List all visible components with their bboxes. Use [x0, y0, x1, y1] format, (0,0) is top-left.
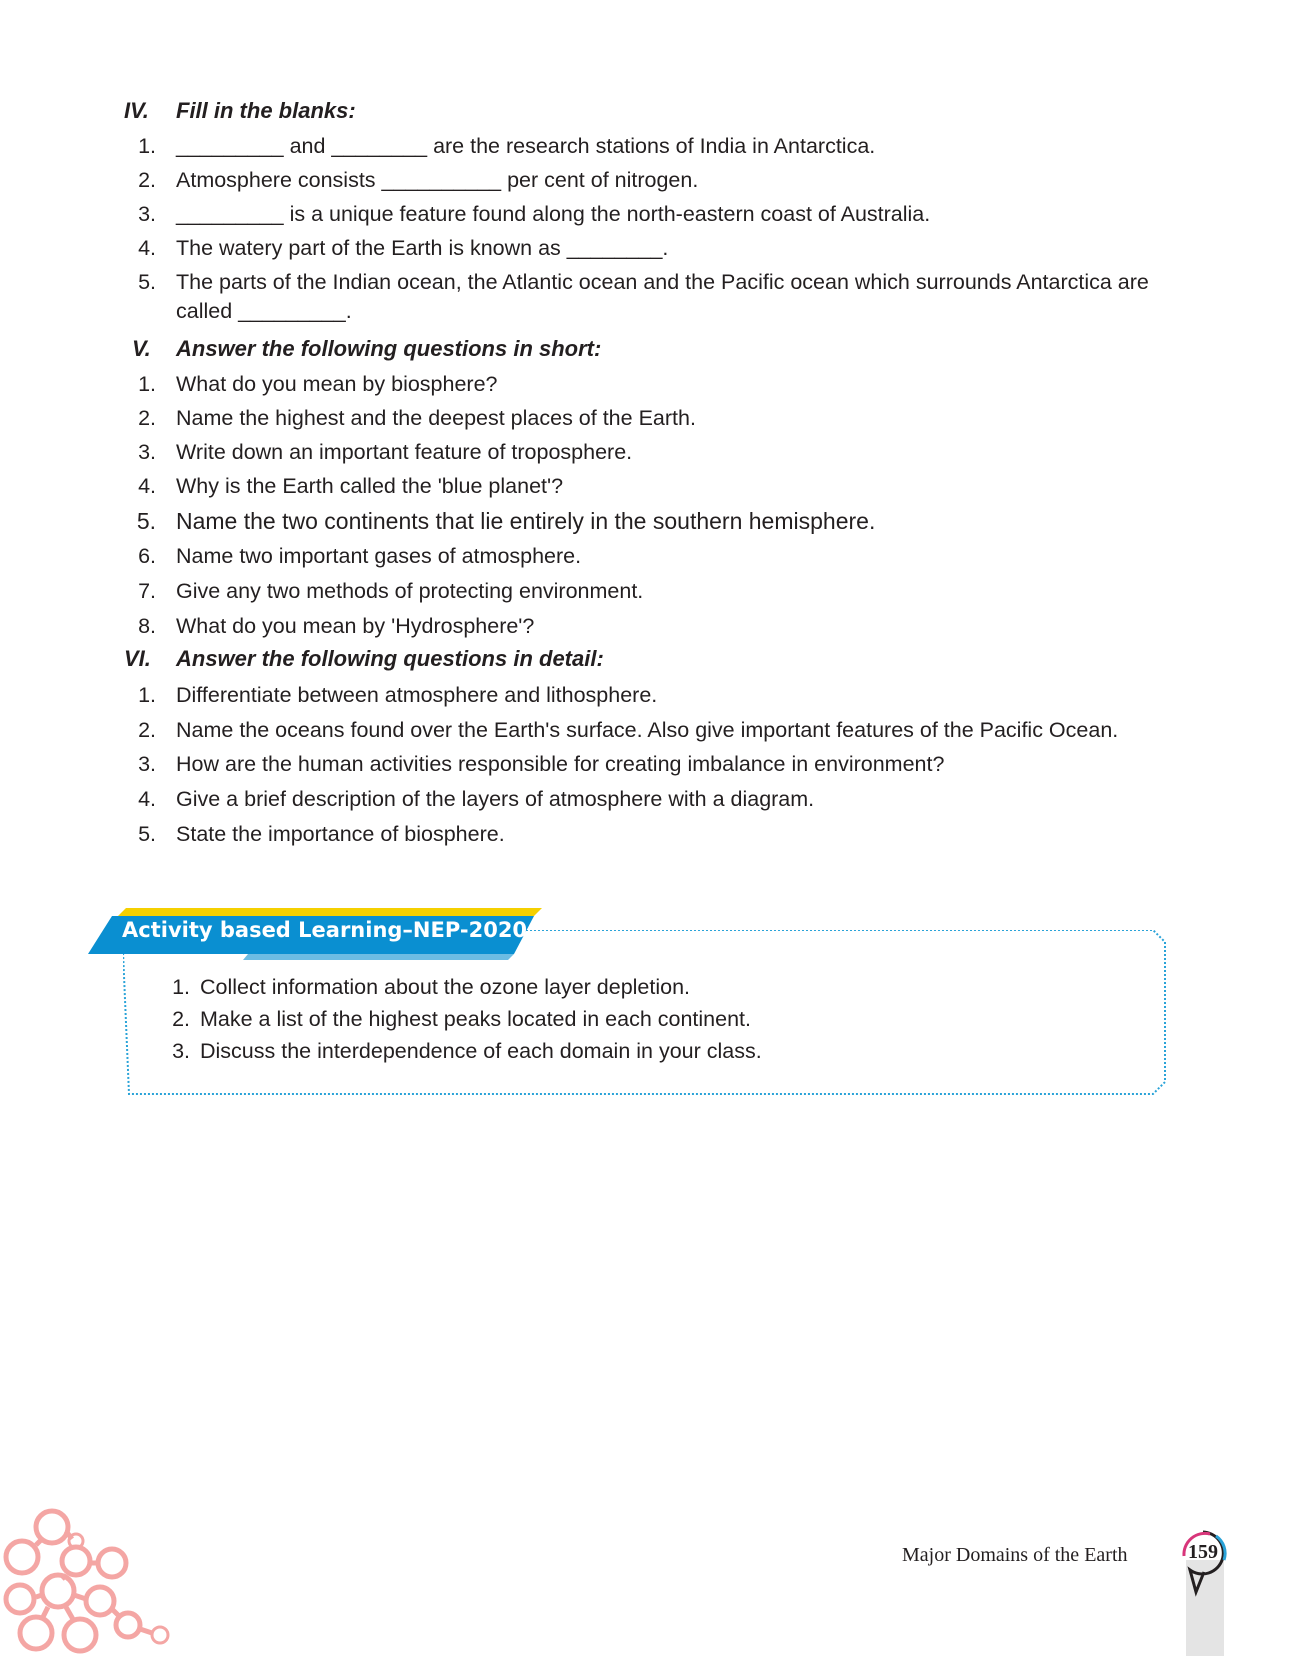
- item-number: 8.: [138, 614, 156, 638]
- section-v-roman: V.: [132, 336, 151, 361]
- item-number: 1.: [138, 372, 156, 396]
- section-v-heading: [124, 336, 601, 362]
- item-number: 6.: [138, 544, 156, 568]
- item-number: 1.: [172, 975, 190, 999]
- item-text: The parts of the Indian ocean, the Atlantic ocean and the Pacific ocean which surrounds Antarctica are called _________.: [176, 270, 1149, 323]
- item-text: Collect information about the ozone layer depletion.: [200, 975, 691, 999]
- item-text: Give any two methods of protecting environment.: [176, 579, 644, 603]
- activity-item: [160, 973, 690, 1001]
- item-text: _________ and ________ are the research stations of India in Antarctica.: [176, 134, 876, 158]
- section-vi-title: Answer the following questions in detail:: [176, 646, 604, 671]
- item-number: 3.: [172, 1039, 190, 1063]
- item-number: 3.: [138, 440, 156, 464]
- item-number: 4.: [138, 474, 156, 498]
- section-iv-heading: [124, 98, 356, 124]
- item-number: 2.: [172, 1007, 190, 1031]
- activity-item: [160, 1005, 751, 1033]
- item-text: Give a brief description of the layers of atmosphere with a diagram.: [176, 787, 815, 811]
- item-number: 3.: [138, 752, 156, 776]
- item-number: 2.: [138, 718, 156, 742]
- item-text: The watery part of the Earth is known as ________.: [176, 236, 669, 260]
- item-text: Write down an important feature of troposphere.: [176, 440, 633, 464]
- item-number: 1.: [138, 134, 156, 158]
- item-number: 2.: [138, 168, 156, 192]
- section-v-title: Answer the following questions in short:: [176, 336, 602, 361]
- item-number: 2.: [138, 406, 156, 430]
- item-number: 5.: [138, 822, 156, 846]
- molecule-decoration-icon: [0, 1505, 175, 1656]
- item-number: 3.: [138, 202, 156, 226]
- item-text: Name the two continents that lie entirely in the southern hemisphere.: [176, 508, 876, 534]
- activity-item: [160, 1037, 762, 1065]
- section-vi-roman: VI.: [124, 646, 151, 671]
- item-number: 7.: [138, 579, 156, 603]
- section-iv-title: Fill in the blanks:: [176, 98, 356, 123]
- item-number: 4.: [138, 787, 156, 811]
- section-iv-roman: IV.: [124, 98, 149, 123]
- item-text: Atmosphere consists __________ per cent of nitrogen.: [176, 168, 699, 192]
- item-text: Name the highest and the deepest places of the Earth.: [176, 406, 696, 430]
- activity-title: Activity based Learning–NEP-2020: [122, 918, 528, 942]
- item-text: _________ is a unique feature found along the north-eastern coast of Australia.: [176, 202, 931, 226]
- item-text: What do you mean by biosphere?: [176, 372, 498, 396]
- item-text: What do you mean by 'Hydrosphere'?: [176, 614, 535, 638]
- section-vi-heading: [124, 646, 604, 672]
- item-number: 1.: [138, 683, 156, 707]
- item-text: Make a list of the highest peaks located in each continent.: [200, 1007, 751, 1031]
- page-number: 159: [1188, 1541, 1218, 1563]
- chapter-title-footer: Major Domains of the Earth: [902, 1544, 1128, 1566]
- item-text: Why is the Earth called the 'blue planet'?: [176, 474, 564, 498]
- item-number: 4.: [138, 236, 156, 260]
- item-text: Name two important gases of atmosphere.: [176, 544, 582, 568]
- item-text: State the importance of biosphere.: [176, 822, 505, 846]
- item-number: 5.: [138, 270, 156, 294]
- item-text: Name the oceans found over the Earth's surface. Also give important features of the Pacific Ocean.: [176, 718, 1119, 742]
- item-number: 5.: [136, 508, 156, 534]
- item-text: Differentiate between atmosphere and lithosphere.: [176, 683, 658, 707]
- item-text: Discuss the interdependence of each domain in your class.: [200, 1039, 762, 1063]
- item-text: How are the human activities responsible for creating imbalance in environment?: [176, 752, 945, 776]
